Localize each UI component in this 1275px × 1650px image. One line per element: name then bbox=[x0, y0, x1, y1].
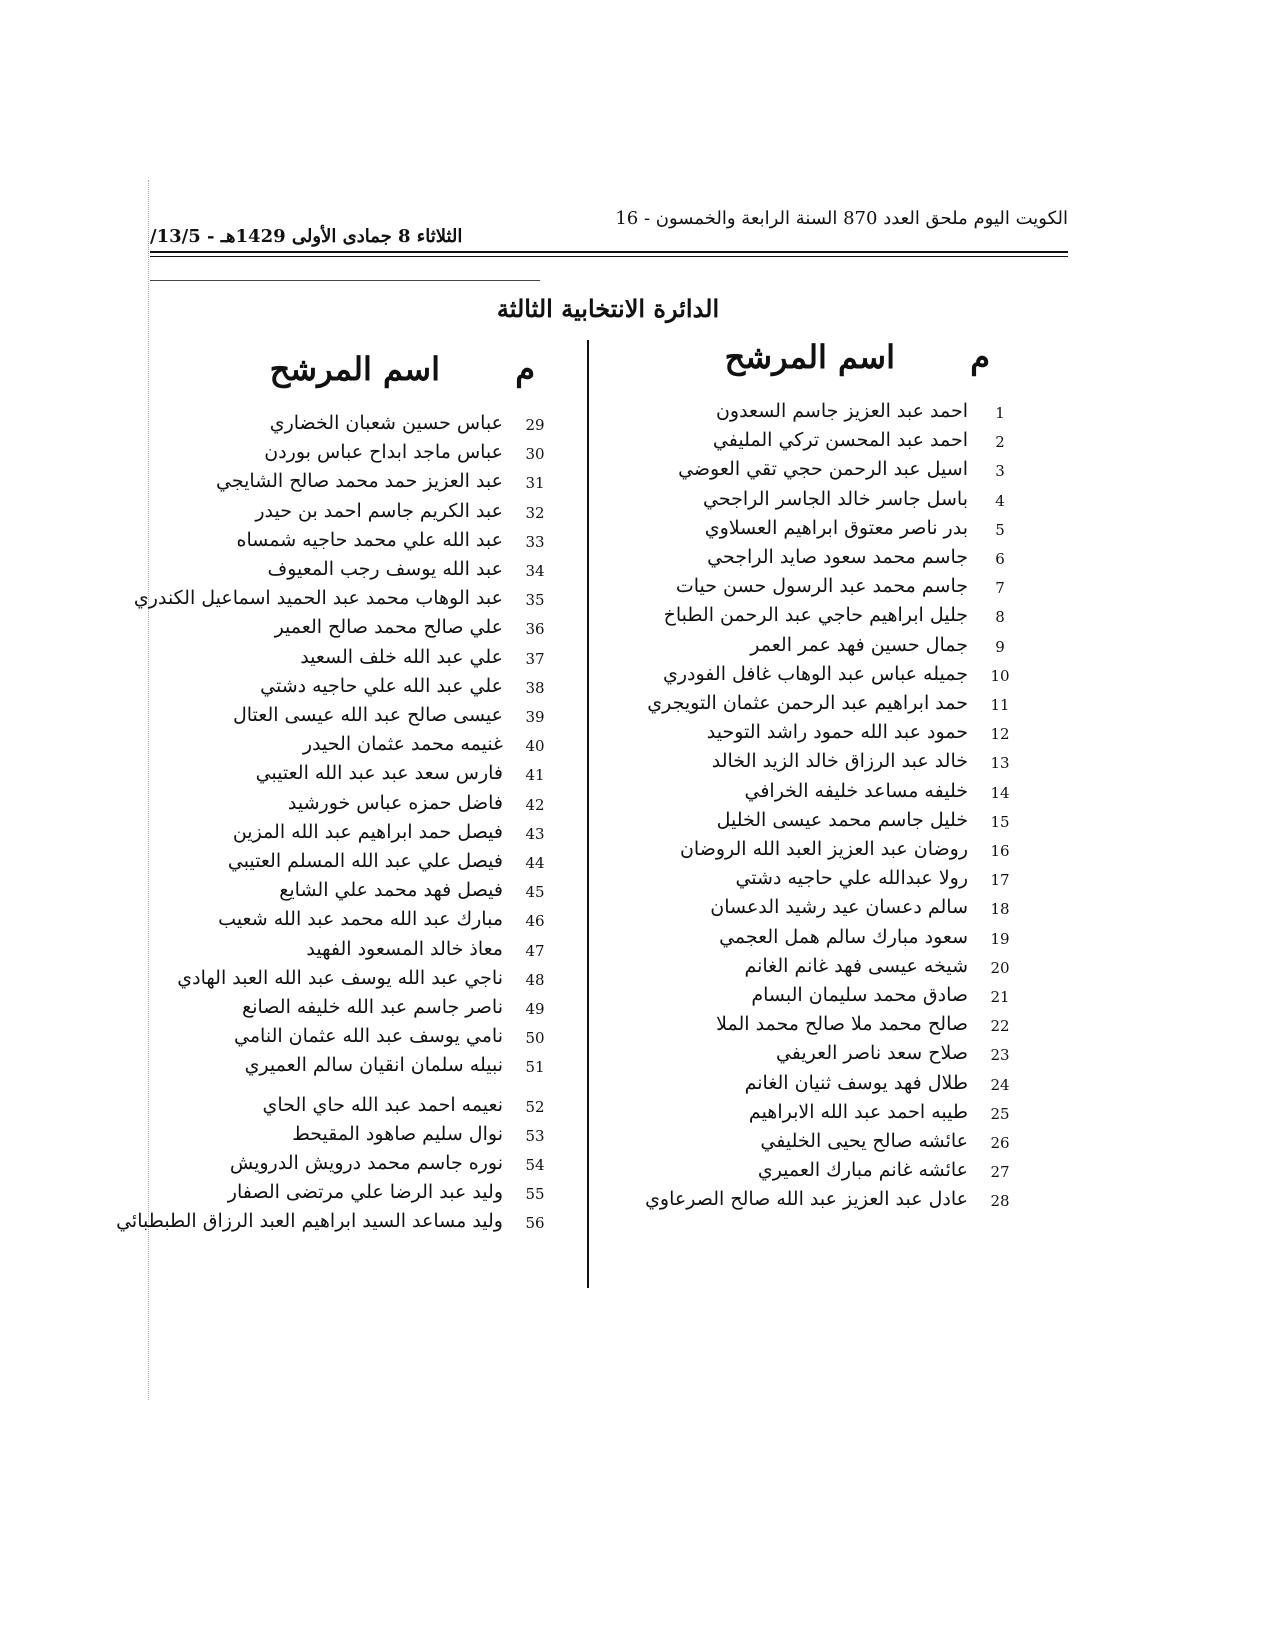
candidate-name: شيخه عيسى فهد غانم الغانم bbox=[744, 954, 968, 977]
candidate-name: وليد عبد الرضا علي مرتضى الصفار bbox=[227, 1181, 503, 1204]
candidate-number: 52 bbox=[525, 1097, 545, 1116]
candidate-row bbox=[600, 575, 1020, 603]
name-column-label: اسم المرشح bbox=[724, 338, 895, 376]
candidate-name: حمد ابراهيم عبد الرحمن عثمان التويجري bbox=[647, 692, 968, 714]
candidate-row bbox=[160, 675, 555, 703]
candidate-name: جميله عباس عبد الوهاب غافل الفودري bbox=[662, 662, 968, 685]
candidate-number: 41 bbox=[525, 766, 545, 785]
candidate-name: فيصل حمد ابراهيم عبد الله المزين bbox=[232, 820, 503, 843]
candidate-number: 55 bbox=[525, 1185, 545, 1204]
candidate-number: 51 bbox=[525, 1058, 545, 1077]
candidate-name: عباس حسين شعبان الخضاري bbox=[269, 412, 503, 434]
candidate-number: 10 bbox=[990, 666, 1010, 685]
candidate-number: 15 bbox=[990, 812, 1010, 831]
candidate-number: 48 bbox=[525, 970, 545, 989]
candidate-row bbox=[160, 646, 555, 674]
candidate-name: ناصر جاسم عبد الله خليفه الصانع bbox=[242, 996, 503, 1018]
candidate-name: علي عبد الله خلف السعيد bbox=[300, 645, 503, 668]
candidate-name: سعود مبارك سالم همل العجمي bbox=[719, 925, 968, 948]
candidate-row bbox=[600, 809, 1020, 837]
candidate-number: 27 bbox=[990, 1163, 1010, 1182]
candidate-row bbox=[160, 616, 555, 644]
candidate-name: بدر ناصر معتوق ابراهيم العسلاوي bbox=[704, 516, 968, 539]
candidate-row bbox=[160, 762, 555, 790]
candidate-number: 34 bbox=[525, 562, 545, 580]
header-publication-info: الكويت اليوم ملحق العدد 870 السنة الرابعة والخمسون - 16 bbox=[615, 208, 1068, 229]
candidate-number: 2 bbox=[995, 433, 1005, 452]
candidate-row bbox=[160, 1025, 555, 1053]
candidate-name: وليد مساعد السيد ابراهيم العبد الرزاق الطبطبائي bbox=[116, 1210, 503, 1233]
candidate-number: 20 bbox=[990, 958, 1010, 977]
candidate-row bbox=[600, 1042, 1020, 1070]
column-header-right bbox=[700, 338, 990, 388]
candidate-number: 49 bbox=[525, 1000, 545, 1018]
candidate-name: نوال سليم صاهود المقيحط bbox=[292, 1122, 503, 1145]
candidate-row bbox=[133, 587, 555, 615]
candidate-name: خليل جاسم محمد عيسى الخليل bbox=[716, 808, 968, 831]
candidate-row bbox=[600, 838, 1020, 866]
candidate-row bbox=[600, 634, 1020, 662]
candidate-number: 35 bbox=[525, 591, 545, 610]
candidate-row bbox=[600, 780, 1020, 808]
candidate-name: عائشه غانم مبارك العميري bbox=[757, 1159, 968, 1182]
candidate-number: 50 bbox=[525, 1029, 545, 1048]
candidate-number: 30 bbox=[525, 445, 545, 464]
candidate-row bbox=[160, 1181, 555, 1209]
candidate-row bbox=[160, 441, 555, 469]
candidate-row bbox=[160, 1094, 555, 1122]
header-date: الثلاثاء 8 جمادى الأولى 1429هـ - 13/5/ bbox=[150, 226, 463, 247]
candidate-name: صالح محمد ملا صالح محمد الملا bbox=[716, 1013, 968, 1036]
number-column-label: م bbox=[515, 350, 535, 388]
candidate-number: 33 bbox=[525, 532, 545, 551]
candidate-name: غنيمه محمد عثمان الحيدر bbox=[302, 733, 503, 756]
candidate-name: جمال حسين فهد عمر العمر bbox=[750, 633, 968, 656]
candidate-row bbox=[600, 458, 1020, 486]
candidate-row bbox=[600, 546, 1020, 574]
candidate-name: اسيل عبد الرحمن حجي تقي العوضي bbox=[678, 458, 968, 481]
candidate-row bbox=[600, 517, 1020, 545]
candidate-number: 45 bbox=[525, 883, 545, 902]
candidate-name: صلاح سعد ناصر العريفي bbox=[775, 1042, 968, 1065]
candidate-row bbox=[600, 721, 1020, 749]
candidate-number: 40 bbox=[525, 737, 545, 756]
candidate-number: 47 bbox=[525, 941, 545, 960]
candidate-row bbox=[160, 996, 555, 1024]
candidate-name: فارس سعد عبد عبد الله العتيبي bbox=[255, 762, 503, 785]
candidate-number: 11 bbox=[990, 696, 1010, 714]
candidate-list-left bbox=[116, 412, 555, 1262]
candidate-row bbox=[600, 1101, 1020, 1129]
candidate-number: 18 bbox=[990, 900, 1010, 919]
section-title: الدائرة الانتخابية الثالثة bbox=[496, 294, 720, 323]
candidate-number: 4 bbox=[995, 491, 1005, 510]
candidate-name: نعيمه احمد عبد الله حاي الحاي bbox=[262, 1093, 503, 1116]
candidate-number: 16 bbox=[990, 842, 1010, 860]
candidate-row bbox=[600, 955, 1020, 983]
header-subrule bbox=[150, 280, 540, 281]
candidate-name: باسل جاسر خالد الجاسر الراجحي bbox=[703, 487, 968, 510]
candidate-number: 44 bbox=[525, 854, 545, 872]
candidate-number: 17 bbox=[990, 871, 1010, 890]
candidate-number: 23 bbox=[990, 1046, 1010, 1065]
candidate-name: حمود عبد الله حمود راشد التوحيد bbox=[706, 721, 968, 744]
candidate-number: 42 bbox=[525, 795, 545, 814]
candidate-name: عبد الله علي محمد حاجيه شمساه bbox=[236, 528, 503, 551]
candidate-row bbox=[160, 1152, 555, 1180]
candidate-row bbox=[160, 1123, 555, 1151]
candidate-number: 32 bbox=[525, 503, 545, 522]
candidate-row bbox=[160, 792, 555, 820]
candidate-name: جليل ابراهيم حاجي عبد الرحمن الطباخ bbox=[663, 604, 968, 627]
candidate-number: 22 bbox=[990, 1017, 1010, 1036]
candidate-number: 26 bbox=[990, 1134, 1010, 1152]
header-rule bbox=[150, 251, 1068, 253]
candidate-row bbox=[160, 412, 555, 440]
candidate-row bbox=[600, 984, 1020, 1012]
candidate-number: 1 bbox=[995, 404, 1005, 422]
candidate-name: فيصل علي عبد الله المسلم العتيبي bbox=[227, 850, 503, 872]
candidate-name: معاذ خالد المسعود الفهيد bbox=[306, 937, 503, 960]
candidate-row bbox=[600, 663, 1020, 691]
candidate-number: 12 bbox=[990, 725, 1010, 744]
candidate-row bbox=[600, 926, 1020, 954]
candidate-number: 8 bbox=[995, 608, 1005, 627]
column-header-left bbox=[250, 350, 535, 400]
candidate-name: احمد عبد العزيز جاسم السعدون bbox=[715, 400, 968, 422]
candidate-name: علي صالح محمد صالح العمير bbox=[274, 616, 503, 639]
candidate-row bbox=[600, 896, 1020, 924]
candidate-number: 13 bbox=[990, 754, 1010, 773]
candidate-name: عيسى صالح عبد الله عيسى العتال bbox=[232, 704, 503, 726]
candidate-name: عبد الوهاب محمد عبد الحميد اسماعيل الكندري bbox=[133, 587, 503, 610]
candidate-number: 28 bbox=[990, 1192, 1010, 1211]
candidate-name: نوره جاسم محمد درويش الدرويش bbox=[229, 1152, 503, 1174]
candidate-number: 7 bbox=[995, 579, 1005, 598]
candidate-row bbox=[160, 908, 555, 936]
candidate-name: فيصل فهد محمد علي الشايع bbox=[279, 879, 503, 902]
candidate-number: 21 bbox=[990, 988, 1010, 1006]
candidate-name: عبد الكريم جاسم احمد بن حيدر bbox=[255, 499, 503, 522]
candidate-number: 37 bbox=[525, 649, 545, 668]
candidate-number: 39 bbox=[525, 708, 545, 726]
candidate-row bbox=[600, 604, 1020, 632]
candidate-number: 46 bbox=[525, 912, 545, 931]
candidate-name: خليفه مساعد خليفه الخرافي bbox=[744, 779, 968, 802]
candidate-name: فاضل حمزه عباس خورشيد bbox=[287, 791, 503, 814]
candidate-name: عبد الله يوسف رجب المعيوف bbox=[267, 558, 503, 580]
candidate-row bbox=[600, 750, 1020, 778]
candidate-name: احمد عبد المحسن تركي المليفي bbox=[712, 429, 968, 452]
candidate-row bbox=[600, 1130, 1020, 1158]
candidate-row bbox=[160, 704, 555, 732]
candidate-number: 6 bbox=[995, 550, 1005, 568]
number-column-label: م bbox=[970, 338, 990, 376]
candidate-row bbox=[160, 529, 555, 557]
candidate-row bbox=[160, 500, 555, 528]
candidate-row bbox=[160, 938, 555, 966]
candidate-name: جاسم محمد سعود صايد الراجحي bbox=[707, 546, 968, 568]
candidate-row bbox=[600, 692, 1020, 720]
candidate-row bbox=[160, 967, 555, 995]
candidate-row bbox=[600, 400, 1020, 428]
column-divider bbox=[587, 340, 589, 1288]
candidate-row bbox=[600, 867, 1020, 895]
candidate-name: سالم دعسان عيد رشيد الدعسان bbox=[710, 896, 968, 919]
candidate-row bbox=[160, 470, 555, 498]
candidate-name: عباس ماجد ابداح عباس بوردن bbox=[264, 441, 503, 464]
candidate-name: عبد العزيز حمد محمد صالح الشايجي bbox=[215, 470, 503, 493]
candidate-row bbox=[160, 558, 555, 586]
candidate-name: رولا عبدالله علي حاجيه دشتي bbox=[735, 867, 968, 890]
candidate-name: نبيله سلمان انقيان سالم العميري bbox=[244, 1054, 503, 1077]
candidate-number: 19 bbox=[990, 929, 1010, 948]
candidate-number: 56 bbox=[525, 1214, 545, 1233]
candidate-row bbox=[600, 1013, 1020, 1041]
candidate-row bbox=[160, 1054, 555, 1082]
candidate-row bbox=[160, 879, 555, 907]
candidate-number: 9 bbox=[995, 637, 1005, 656]
header-rule-thin bbox=[150, 256, 1068, 257]
candidate-name: صادق محمد سليمان البسام bbox=[751, 984, 968, 1006]
candidate-row bbox=[160, 821, 555, 849]
candidate-name: نامي يوسف عبد الله عثمان النامي bbox=[234, 1025, 503, 1048]
candidate-name: علي عبد الله علي حاجيه دشتي bbox=[260, 674, 503, 697]
candidate-number: 54 bbox=[525, 1156, 545, 1174]
candidate-row bbox=[600, 429, 1020, 457]
page-header bbox=[150, 200, 1068, 250]
candidate-row bbox=[600, 1072, 1020, 1100]
candidate-number: 29 bbox=[525, 416, 545, 434]
candidate-name: خالد عبد الرزاق خالد الزيد الخالد bbox=[711, 750, 968, 773]
candidate-number: 5 bbox=[995, 520, 1005, 539]
candidate-name: مبارك عبد الله محمد عبد الله شعيب bbox=[218, 908, 503, 931]
candidate-name: عائشه صالح يحيى الخليفي bbox=[760, 1130, 968, 1152]
candidate-number: 43 bbox=[525, 824, 545, 843]
candidate-number: 53 bbox=[525, 1126, 545, 1145]
candidate-number: 31 bbox=[525, 474, 545, 493]
candidate-number: 38 bbox=[525, 678, 545, 697]
candidate-row bbox=[600, 1188, 1020, 1216]
candidate-row bbox=[116, 1210, 555, 1238]
name-column-label: اسم المرشح bbox=[269, 350, 440, 388]
candidate-number: 14 bbox=[990, 783, 1010, 802]
candidate-name: ناجي عبد الله يوسف عبد الله العبد الهادي bbox=[177, 966, 503, 989]
candidate-row bbox=[600, 1159, 1020, 1187]
candidate-list-right bbox=[600, 400, 1020, 1230]
candidate-name: طلال فهد يوسف ثنيان الغانم bbox=[744, 1071, 968, 1094]
candidate-number: 36 bbox=[525, 620, 545, 639]
candidate-name: روضان عبد العزيز العبد الله الروضان bbox=[679, 838, 968, 860]
candidate-row bbox=[160, 850, 555, 878]
candidate-number: 25 bbox=[990, 1104, 1010, 1123]
candidate-name: جاسم محمد عبد الرسول حسن حيات bbox=[675, 575, 968, 598]
candidate-name: طيبه احمد عبد الله الابراهيم bbox=[748, 1100, 968, 1123]
candidate-number: 3 bbox=[995, 462, 1005, 481]
candidate-number: 24 bbox=[990, 1075, 1010, 1094]
candidate-row bbox=[600, 488, 1020, 516]
candidate-row bbox=[160, 733, 555, 761]
candidate-name: عادل عبد العزيز عبد الله صالح الصرعاوي bbox=[645, 1188, 968, 1211]
